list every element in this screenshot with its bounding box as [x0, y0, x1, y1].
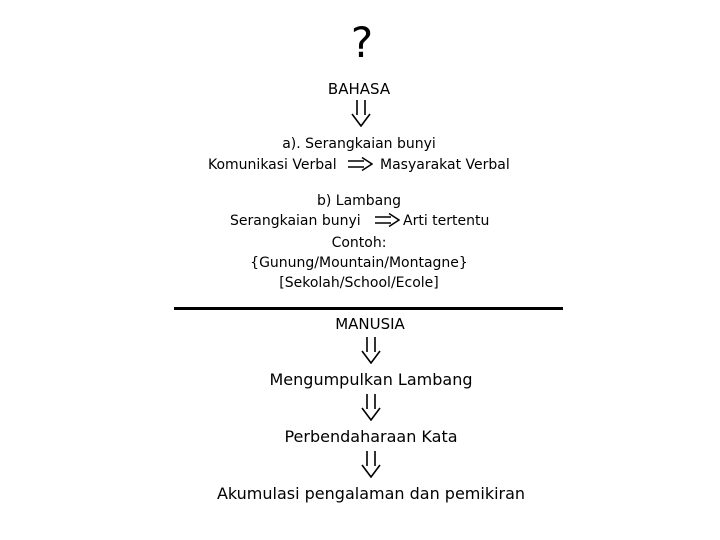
point-a-left: Komunikasi Verbal [208, 157, 337, 173]
bahasa-heading: BAHASA [327, 80, 391, 98]
double-right-arrow-icon [347, 157, 373, 171]
double-right-arrow-icon [374, 213, 400, 227]
double-down-arrow-icon [360, 336, 382, 364]
manusia-heading: MANUSIA [335, 315, 405, 333]
point-b-title: b) Lambang [316, 193, 402, 209]
example-label: Contoh: [331, 235, 387, 251]
point-a-row [208, 157, 337, 173]
point-b-right: Arti tertentu [403, 213, 490, 229]
question-mark: ? [350, 18, 374, 67]
step-3: Akumulasi pengalaman dan pemikiran [216, 484, 526, 503]
divider-line [174, 307, 563, 310]
point-a-title: a). Serangkaian bunyi [282, 136, 436, 152]
point-b-left: Serangkaian bunyi [230, 213, 361, 229]
example-1: {Gunung/Mountain/Montagne} [250, 255, 468, 271]
step-1: Mengumpulkan Lambang [269, 370, 473, 389]
double-down-arrow-icon [360, 393, 382, 421]
double-down-arrow-icon [360, 450, 382, 478]
example-2: [Sekolah/School/Ecole] [279, 275, 439, 291]
step-2: Perbendaharaan Kata [284, 427, 458, 446]
point-a-right: Masyarakat Verbal [380, 157, 510, 173]
double-down-arrow-icon [350, 99, 372, 127]
